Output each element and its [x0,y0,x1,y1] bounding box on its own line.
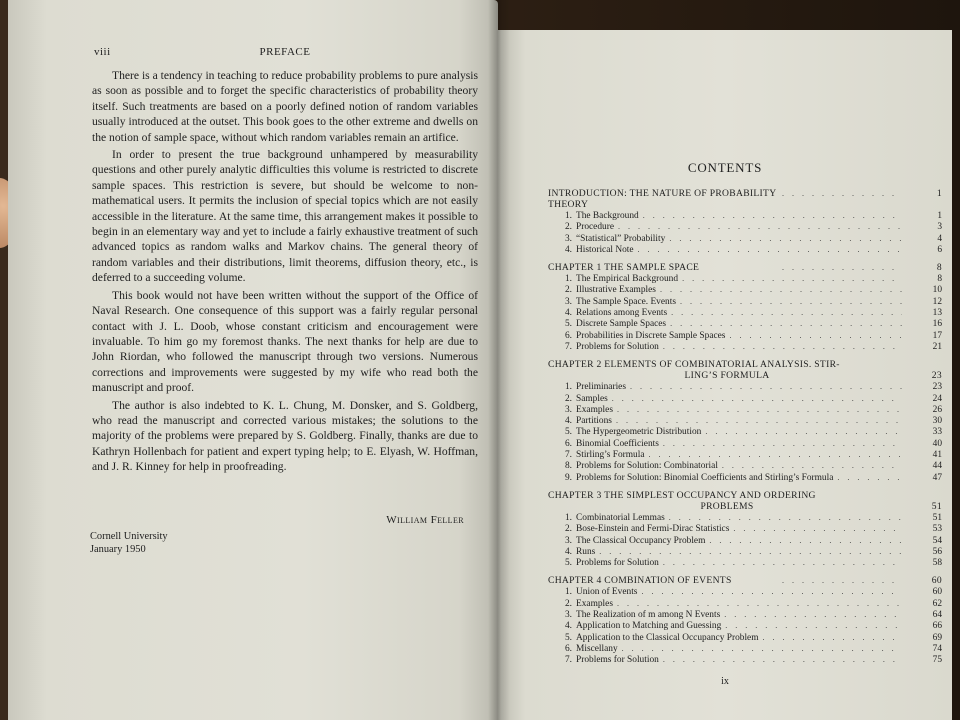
toc-section [548,472,942,483]
toc-section-page: 21 [932,341,942,352]
toc-section-number: 2. [564,598,572,609]
toc-section-page: 47 [932,472,942,483]
toc-leader-dots [705,426,902,437]
toc-section-label: Runs [576,546,596,557]
toc-section-label: Problems for Solution: Combinatorial [576,461,718,472]
toc-section-page: 10 [932,285,942,296]
toc-section [548,296,942,307]
toc-leader-dots [622,643,902,654]
preface-body [92,68,478,477]
toc-section-label: Problems for Solution [576,655,659,666]
toc-chapter-title-line: CHAPTER 3 THE SIMPLEST OCCUPANCY AND ORDERING [548,489,816,501]
toc-section [548,449,942,460]
toc-section-label: Relations among Events [576,308,668,319]
toc-section-number: 3. [564,296,572,307]
toc-section-label: The Hypergeometric Distribution [576,427,702,438]
toc-leader-dots [709,535,902,546]
toc-section [548,210,942,221]
contents-title: CONTENTS [687,160,763,175]
toc-section-label: Probabilities in Discrete Sample Spaces [576,330,726,341]
toc-section [548,557,942,568]
toc-section-number: 6. [564,643,572,654]
toc-leader-dots [663,654,902,665]
toc-leader-dots [630,381,902,392]
toc-leader-dots [837,472,902,483]
toc-chapter-title-line: INTRODUCTION: THE NATURE OF PROBABILITY THEORY [548,188,777,210]
toc-section-number: 2. [564,524,572,535]
toc-section-label: Problems for Solution: Binomial Coefficients and Stirling’s Formula [576,472,834,483]
toc-leader-dots [660,284,902,295]
toc-section-label: Problems for Solution [576,558,659,569]
right-page-number: ix [721,676,729,687]
toc-leader-dots [680,296,902,307]
toc-section-page: 16 [932,319,942,330]
toc-chapter-title-line: CHAPTER 4 COMBINATION OF EVENTS [548,575,732,587]
toc-section-page: 3 [937,222,942,233]
toc-section-number: 4. [564,308,572,319]
toc-section-page: 62 [932,598,942,609]
toc-section-page: 44 [932,461,942,472]
toc-leader-dots [722,460,902,471]
toc-chapter [548,359,942,381]
toc-section [548,330,942,341]
toc-leader-dots [670,318,902,329]
toc-section-label: The Background [576,211,639,221]
toc-section [548,546,942,557]
toc-section [548,535,942,546]
toc-section-label: Examples [576,598,613,609]
toc-section-page: 66 [932,621,942,632]
toc-section-label: Miscellany [576,643,618,654]
toc-leader-dots [641,586,902,597]
toc-section [548,586,942,597]
toc-section-page: 8 [937,274,942,285]
toc-chapter-title [548,188,778,210]
toc-section-number: 5. [564,319,572,330]
toc-section-page: 24 [932,393,942,404]
toc-section-number: 5. [564,632,572,643]
toc-section-page: 40 [932,438,942,449]
toc-section-label: Combinatorial Lemmas [576,512,665,523]
toc-section-number: 7. [564,655,572,666]
toc-leader-dots [733,523,902,534]
toc-section-number: 1. [564,274,572,285]
toc-section-page: 30 [932,416,942,427]
toc-leader-dots [618,221,902,232]
toc-section [548,381,942,392]
toc-section-number: 3. [564,404,572,415]
toc-section-page: 13 [932,308,942,319]
author-signature: William Feller [386,514,464,526]
place: Cornell University [90,531,168,542]
toc-section-page: 60 [932,587,942,598]
toc-chapter-title-continuation: LING’S FORMULA [684,370,770,382]
date: January 1950 [90,544,146,555]
toc-section-number: 2. [564,285,572,296]
toc-section-page: 23 [932,382,942,393]
toc-chapter-page: 51 [931,500,942,512]
toc-section [548,632,942,643]
toc-section-label: Union of Events [576,587,638,598]
toc-leader-dots [599,546,902,557]
toc-section-page: 26 [932,404,942,415]
toc-section-number: 4. [564,416,572,427]
toc-section [548,404,942,415]
toc-leader-dots [729,330,902,341]
toc-section-label: Stirling’s Formula [576,450,645,461]
toc-section-page: 69 [932,632,942,643]
toc-section-label: Binomial Coefficients [576,438,659,449]
toc-section-label: Bose-Einstein and Fermi-Dirac Statistics [576,524,730,535]
toc-section-label: Discrete Sample Spaces [576,319,667,330]
toc-section-label: Examples [576,404,613,415]
place-and-date [90,530,168,556]
toc-chapter [548,188,942,210]
toc-section-page: 6 [937,244,942,255]
toc-section [548,438,942,449]
toc-section-label: Application to Matching and Guessing [576,621,722,632]
toc-section-number: 7. [564,341,572,352]
toc-leader-dots [617,404,902,415]
toc-section-label: The Classical Occupancy Problem [576,535,706,546]
toc-section-page: 41 [932,450,942,461]
toc-section-number: 3. [564,233,572,244]
toc-section-number: 5. [564,558,572,569]
toc-section [548,273,942,284]
toc-section-label: Problems for Solution [576,341,659,352]
book-gutter [488,0,510,720]
toc-section [548,512,942,523]
toc-leader-dots [669,512,902,523]
toc-leader-dots [782,263,902,272]
preface-paragraph-4: The author is also indebted to K. L. Chung, M. Donsker, and S. Goldberg, who read the manuscript and corrected various mistakes; the solutions to the majority of the problems were prepared by S. Goldberg. Finally, thanks are due to Kathryn Hollenbach for patient and expert typing help; to E. Elyash, W. Hoffman, and J. R. Kinney for help in proofreading. [92,398,478,474]
toc-leader-dots [782,576,902,585]
toc-section-label: Application to the Classical Occupancy Problem [576,632,759,643]
toc-section-label: The Realization of m among N Events [576,610,721,621]
toc-chapter [548,575,942,586]
toc-section [548,244,942,255]
toc-section [548,426,942,437]
toc-section-number: 2. [564,393,572,404]
toc-section-page: 64 [932,610,942,621]
toc-section-page: 74 [932,643,942,654]
toc-section-number: 6. [564,330,572,341]
table-of-contents [548,188,942,666]
toc-leader-dots [616,415,902,426]
toc-section-label: Illustrative Examples [576,285,656,296]
left-page-number: viii [94,46,111,58]
running-title: PREFACE [259,46,311,58]
preface-paragraph-2: In order to present the true background unhampered by measurability questions and other purely analytic difficulties this volume is restricted to discrete sample spaces. This restriction is severe, but should be welcome to non-mathematical users. It permits the inclusion of special topics which are not easily accessible in the literature. At the same time, this arrangement makes it possible to begin in an elementary way and yet to include a fairly exhaustive treatment of such advanced topics as random walks and Markov chains. The general theory of random variables and their distributions, limit theorems, diffusion theory, etc., is deferred to a succeeding volume. [92,148,478,285]
toc-chapter-page: 8 [936,262,942,274]
toc-leader-dots [669,233,902,244]
toc-leader-dots [724,609,902,620]
toc-chapter [548,490,942,512]
toc-leader-dots [643,210,902,221]
toc-section-number: 5. [564,427,572,438]
toc-section-page: 1 [937,211,942,221]
toc-leader-dots [638,244,902,255]
toc-section-number: 4. [564,546,572,557]
toc-section-number: 4. [564,244,572,255]
toc-section-number: 1. [564,382,572,393]
toc-chapter-title-line: CHAPTER 2 ELEMENTS OF COMBINATORIAL ANALYSIS. STIR- [548,359,840,371]
toc-chapter [548,262,942,273]
toc-section-label: Partitions [576,416,612,427]
toc-section-number: 3. [564,610,572,621]
toc-section-number: 1. [564,512,572,523]
toc-section-label: Preliminaries [576,382,626,393]
toc-section-label: Procedure [576,222,615,233]
preface-paragraph-3: This book would not have been written without the support of the Office of Naval Research. One consequence of this support was a fairly regular personal contact with J. L. Doob, whose constant criticism and encouragement were invaluable. To him go my foremost thanks. The next thanks for help are due to John Riordan, who followed the manuscript through two versions. Numerous corrections and improvements were suggested by my wife who read both the manuscript and proof. [92,288,478,395]
toc-section [548,221,942,232]
toc-leader-dots [617,598,902,609]
toc-leader-dots [612,393,902,404]
toc-chapter-title [548,490,942,512]
toc-chapter-page: 23 [931,370,942,382]
toc-leader-dots [763,632,902,643]
toc-leader-dots [725,620,902,631]
toc-section-number: 7. [564,450,572,461]
toc-section-page: 33 [932,427,942,438]
toc-section-number: 6. [564,438,572,449]
toc-leader-dots [682,273,902,284]
left-page-header [94,46,476,62]
toc-section-label: Samples [576,393,608,404]
toc-section-number: 4. [564,621,572,632]
toc-section-number: 1. [564,587,572,598]
toc-section-number: 1. [564,211,572,221]
toc-section-number: 9. [564,472,572,483]
toc-chapter-title-line: CHAPTER 1 THE SAMPLE SPACE [548,262,700,274]
toc-leader-dots [649,449,903,460]
toc-leader-dots [782,189,902,198]
toc-chapter-title-continuation: PROBLEMS [700,500,754,512]
preface-paragraph-1: There is a tendency in teaching to reduce probability problems to pure analysis as soon as possible and to forget the specific characteristics of probability theory itself. Such treatments are based on a poorly defined notion of random variables usually introduced at the outset. This book goes to the other extreme and dwells on the notion of sample space, without which random variables remain an artifice. [92,69,478,144]
toc-chapter-title [548,575,778,586]
toc-section-page: 53 [932,524,942,535]
toc-section-number: 2. [564,222,572,233]
left-page-preface [8,0,498,720]
toc-section-page: 12 [932,296,942,307]
toc-section [548,341,942,352]
toc-section [548,393,942,404]
toc-section-page: 54 [932,535,942,546]
toc-section [548,598,942,609]
toc-section-label: The Empirical Background [576,274,679,285]
toc-section-label: The Sample Space. Events [576,296,676,307]
toc-section-page: 56 [932,546,942,557]
toc-leader-dots [663,341,902,352]
toc-section-label: “Statistical” Probability [576,233,666,244]
toc-section-page: 75 [932,655,942,666]
toc-section-page: 51 [932,512,942,523]
toc-section [548,523,942,534]
toc-leader-dots [671,307,902,318]
toc-section [548,460,942,471]
toc-section-page: 17 [932,330,942,341]
toc-section-number: 8. [564,461,572,472]
toc-section [548,307,942,318]
toc-section [548,415,942,426]
toc-leader-dots [663,438,902,449]
toc-section-page: 58 [932,558,942,569]
right-page-contents [498,30,952,720]
toc-chapter-title [548,262,778,273]
toc-section [548,643,942,654]
toc-chapter-page: 60 [931,575,942,587]
toc-leader-dots [663,557,902,568]
toc-chapter-title [548,359,942,381]
toc-section-label: Historical Note [576,244,634,255]
toc-chapter-page: 1 [936,188,942,199]
toc-section-number: 3. [564,535,572,546]
toc-section [548,318,942,329]
toc-section-page: 4 [937,233,942,244]
toc-section [548,609,942,620]
toc-section [548,654,942,665]
toc-section [548,284,942,295]
toc-section [548,233,942,244]
toc-section [548,620,942,631]
